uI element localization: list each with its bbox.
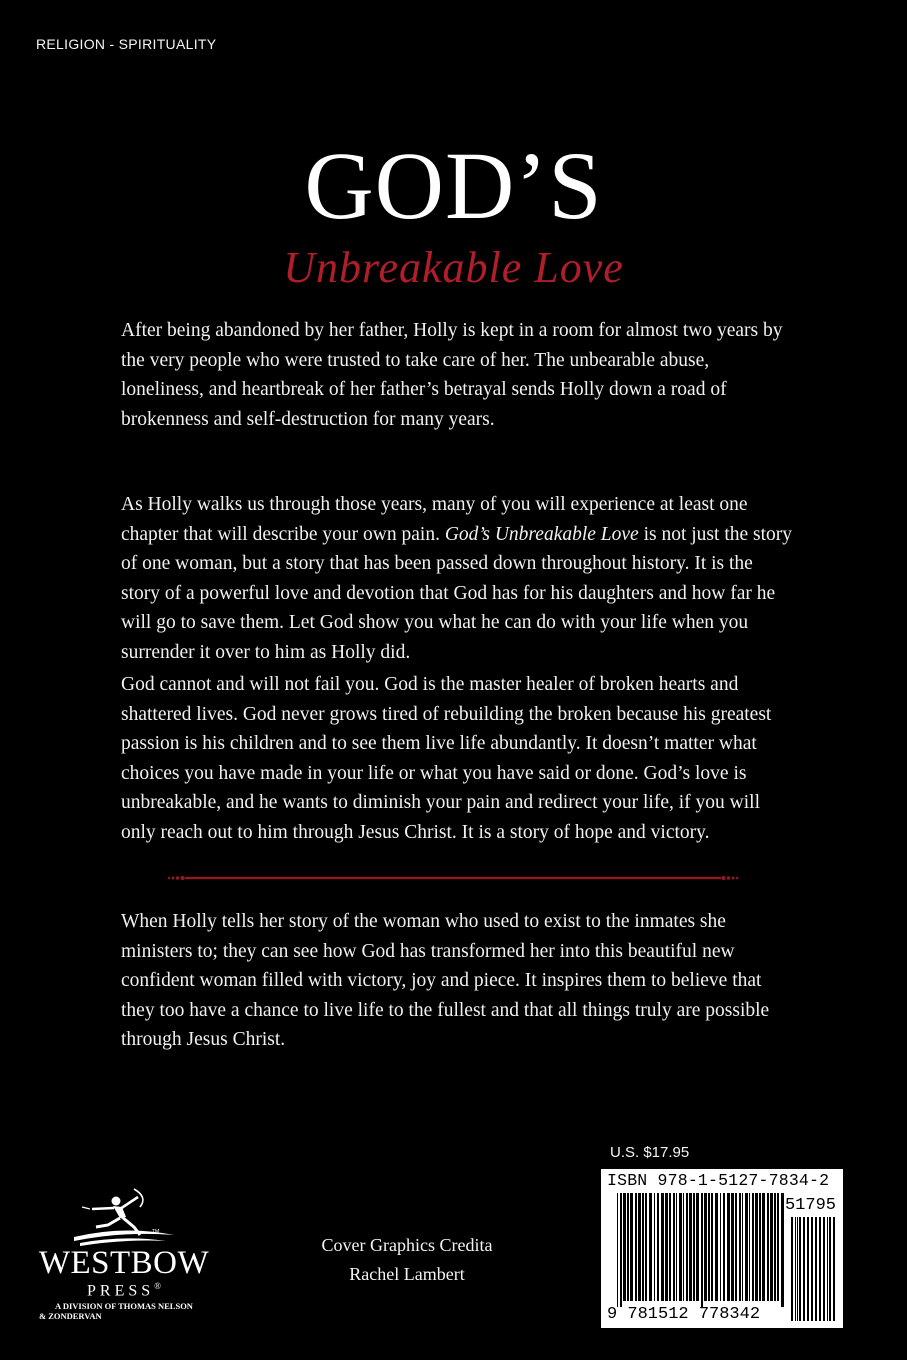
barcode-bar: [620, 1193, 622, 1307]
blurb-paragraph-3: God cannot and will not fail you. God is the master healer of broken hearts and shattered lives. God never grows tired of rebuilding the broken because his greatest passion is his children and to see them live life abundantly. It doesn’t matter what choices you have made in your life or what you have said or done. God’s love is unbreakable, and he wants to diminish your pain and redirect your life, if you will only reach out to him through Jesus Christ. It is a story of hope and victory.: [121, 674, 772, 843]
ornamental-divider: [166, 874, 740, 882]
barcode-addon-bar: [827, 1217, 828, 1321]
barcode-bar: [635, 1193, 637, 1301]
barcode-bar: [657, 1193, 659, 1301]
blurb-paragraph-1: After being abandoned by her father, Holly is kept in a room for almost two years by the very people who were trusted to take care of her. The unbearable abuse, loneliness, and heartbreak of her father’s betrayal sends Holly down a road of brokenness and self-destruction for many years.: [121, 320, 783, 430]
price-label: U.S. $17.95: [610, 1144, 690, 1161]
ean-digits: 9 781512 778342: [607, 1305, 761, 1324]
publisher-press-text: PRESS: [87, 1282, 155, 1300]
barcode-addon-bar: [807, 1217, 809, 1321]
barcode-bar: [701, 1193, 703, 1307]
barcode-bar: [704, 1193, 707, 1301]
barcode-bar: [654, 1193, 655, 1301]
barcode-bar: [723, 1193, 725, 1301]
barcode-bar: [715, 1193, 718, 1301]
blurb-paragraph-2: [121, 490, 793, 667]
book-subtitle: Unbreakable Love: [283, 243, 624, 292]
barcode-bar: [689, 1193, 692, 1301]
barcode-addon-bar: [823, 1217, 825, 1321]
blurb-text: As Holly walks us through those years, many of you will experience at least one chapter that will describe your own pain.: [121, 494, 748, 545]
barcode-bar: [727, 1193, 730, 1301]
barcode-bar: [781, 1193, 784, 1307]
isbn-barcode: [601, 1169, 843, 1328]
barcode-bar: [693, 1193, 695, 1301]
barcode-bar: [711, 1193, 713, 1301]
barcode-bar: [661, 1193, 664, 1301]
barcode-bar: [679, 1193, 682, 1301]
blurb-text: is not just the story of one woman, but a story that has been passed down throughout history. It is the story of a powerful love and devotion that God has for his daughters and how far he will go to save them. Let God show you what he can do with your life when you surrender it over to him as Holly did.: [121, 523, 793, 663]
barcode-bar: [767, 1193, 769, 1301]
barcode-bar: [683, 1193, 684, 1301]
barcode-addon-bar: [795, 1217, 796, 1321]
barcode-bar: [673, 1193, 675, 1301]
barcode-bar: [762, 1193, 765, 1301]
division-line-2: & ZONDERVAN: [39, 1311, 102, 1321]
barcode-bar: [770, 1193, 773, 1301]
category-label: RELIGION - SPIRITUALITY: [36, 36, 217, 52]
publisher-name: WESTBOW: [38, 1245, 210, 1281]
barcode-bar: [627, 1193, 629, 1301]
barcode-bar: [774, 1193, 776, 1301]
barcode-bar: [739, 1193, 741, 1301]
isbn-number: ISBN 978-1-5127-7834-2: [607, 1171, 830, 1190]
barcode-bar: [742, 1193, 743, 1301]
credits-line-2: Rachel Lambert: [349, 1264, 465, 1284]
barcode-bar: [745, 1193, 748, 1301]
book-title-italic: God’s Unbreakable Love: [444, 523, 639, 545]
barcode-bar: [665, 1193, 668, 1301]
barcode-bar: [720, 1193, 721, 1301]
registered-mark: ®: [154, 1281, 161, 1291]
cover-credits: [296, 1231, 518, 1289]
barcode-bar: [731, 1193, 734, 1301]
publisher-division: [34, 1301, 214, 1321]
barcode-bar: [777, 1193, 779, 1301]
barcode-addon-bar: [811, 1217, 813, 1321]
barcode-bar: [645, 1193, 647, 1301]
barcode-bar: [686, 1193, 688, 1301]
barcode-addon-bar: [799, 1217, 801, 1321]
division-line-1: A DIVISION OF THOMAS NELSON: [55, 1301, 193, 1311]
barcode-bar: [669, 1193, 671, 1301]
barcode-addon-bar: [797, 1217, 798, 1321]
credits-line-1: Cover Graphics Credita: [321, 1235, 493, 1255]
barcode-bar: [708, 1193, 710, 1301]
barcode-bar: [617, 1193, 618, 1307]
figure-with-bow-icon: [34, 1187, 214, 1249]
trademark-mark: TM: [152, 1229, 160, 1235]
barcode-addon-bar: [791, 1217, 793, 1321]
barcode-bar: [759, 1193, 761, 1301]
barcode-addon-bar: [815, 1217, 817, 1321]
publisher-press: [34, 1281, 214, 1300]
barcode-bar: [696, 1193, 699, 1301]
barcode-bar: [623, 1193, 626, 1301]
price-code: 51795: [784, 1196, 836, 1215]
barcode-bar: [749, 1193, 750, 1301]
book-title: GOD’S: [304, 132, 603, 239]
barcode-addon-bar: [833, 1217, 835, 1321]
barcode-addon-bar: [803, 1217, 805, 1321]
barcode-bar: [735, 1193, 737, 1301]
barcode-bar: [642, 1193, 644, 1301]
barcode-bar: [755, 1193, 758, 1301]
barcode-addon-bar: [829, 1217, 831, 1321]
barcode-bar: [752, 1193, 754, 1301]
barcode-bar: [638, 1193, 641, 1301]
publisher-logo: [34, 1187, 214, 1327]
barcode-bar: [649, 1193, 652, 1301]
barcode-bar: [676, 1193, 677, 1301]
barcode-addon-bar: [819, 1217, 821, 1321]
barcode-bar: [630, 1193, 633, 1301]
blurb-paragraph-4: When Holly tells her story of the woman who used to exist to the inmates she ministers to; they can see how God has transformed her into this beautiful new confident woman filled with victory, joy and piece. It inspires them to believe that they too have a chance to live life to the fullest and that all things truly are possible through Jesus Christ.: [121, 911, 770, 1050]
